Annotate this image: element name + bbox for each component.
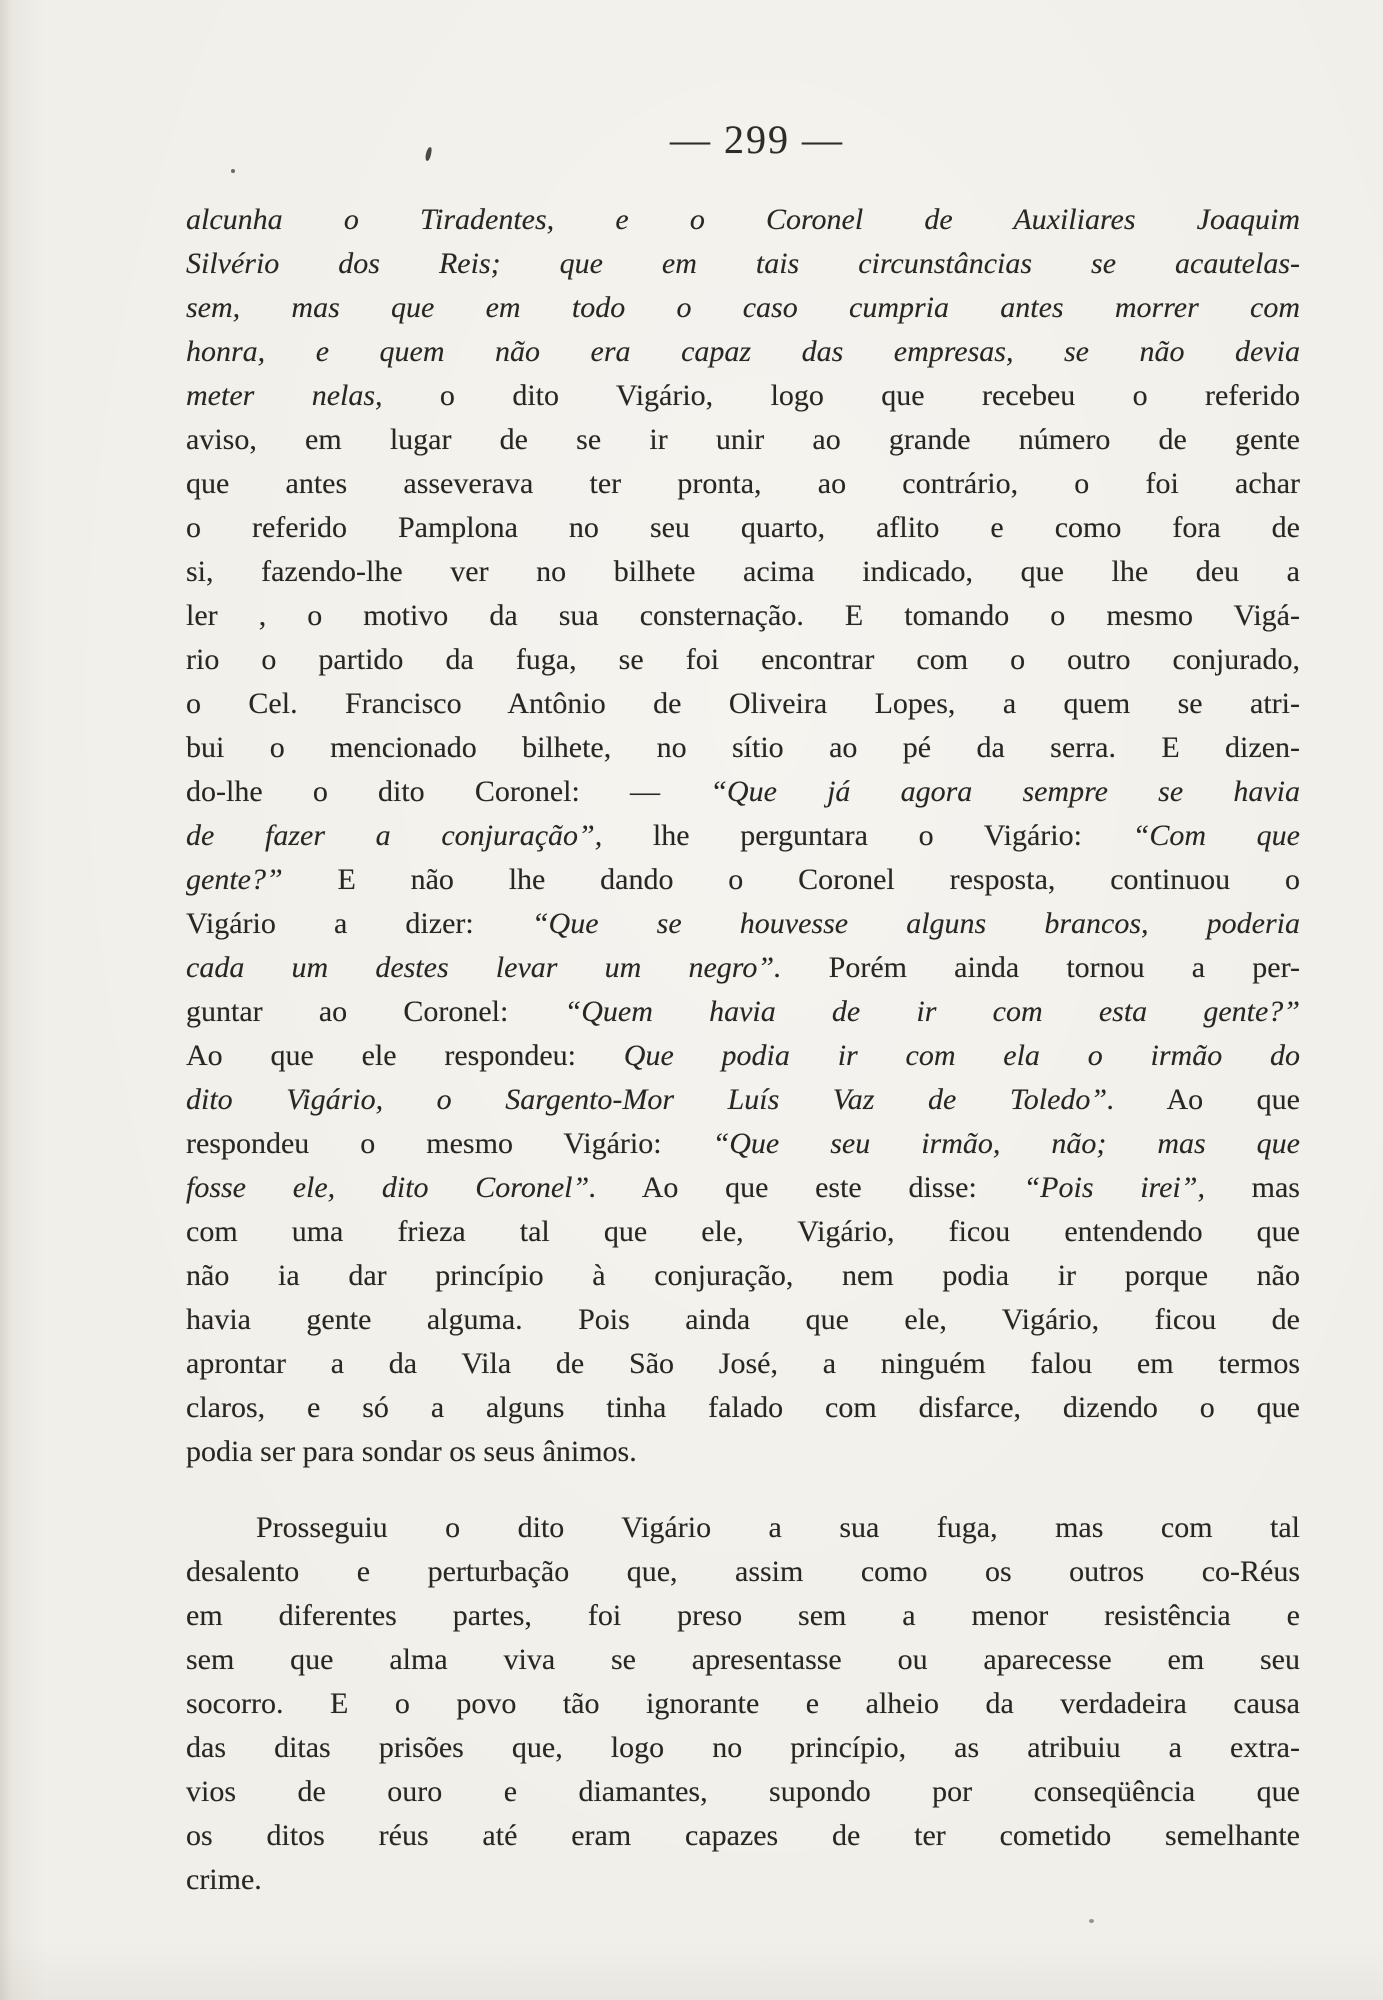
body-text: vios de ouro e diamantes, supondo por conseqüência que [186,1775,1300,1808]
text-line [186,594,1300,638]
text-line [186,638,1300,682]
paragraph [186,198,1300,1474]
quoted-italic-text: cada um destes levar um negro”. [186,951,782,984]
body-text: que antes asseverava ter pronta, ao contrário, o foi achar [186,467,1300,500]
body-text: guntar ao Coronel: [186,995,565,1028]
body-text: mas [1204,1171,1300,1204]
body-text: crime. [186,1863,262,1896]
body-text: o referido Pamplona no seu quarto, aflito e como fora de [186,511,1300,544]
text-line [186,682,1300,726]
quoted-italic-text: “Que seu irmão, não; mas que [712,1127,1300,1160]
paragraph [186,1506,1300,1902]
ink-speck [231,169,235,173]
quoted-italic-text: Silvério dos Reis; que em tais circunstâncias se acautelas- [186,247,1300,280]
body-text: lhe perguntara o Vigário: [602,819,1133,852]
text-line [186,902,1300,946]
text-line [186,1386,1300,1430]
text-line [186,1122,1300,1166]
text-line [186,770,1300,814]
body-text: o Cel. Francisco Antônio de Oliveira Lopes, a quem se atri- [186,687,1300,720]
text-line [186,1210,1300,1254]
quoted-italic-text: honra, e quem não era capaz das empresas, se não devia [186,335,1300,368]
text-line [186,1298,1300,1342]
body-text: si, fazendo-lhe ver no bilhete acima indicado, que lhe deu a [186,555,1300,588]
body-text: Porém ainda tornou a per- [781,951,1300,984]
text-line [186,374,1300,418]
text-line [186,1430,1300,1474]
quoted-italic-text: fosse ele, dito Coronel”. [186,1171,597,1204]
quoted-italic-text: Que podia ir com ela o irmão do [623,1039,1300,1072]
quoted-italic-text: meter nelas, [186,379,383,412]
body-text: aprontar a da Vila de São José, a ninguém falou em termos [186,1347,1300,1380]
page-text [186,198,1300,1902]
text-line [186,1770,1300,1814]
text-line [186,1814,1300,1858]
body-text: socorro. E o povo tão ignorante e alheio da verdadeira causa [186,1687,1300,1720]
text-line [186,1858,1300,1902]
body-text: E não lhe dando o Coronel resposta, continuou o [282,863,1300,896]
quoted-italic-text: “Que se houvesse alguns brancos, poderia [531,907,1300,940]
quoted-italic-text: de fazer a conjuração”, [186,819,603,852]
text-line [186,1682,1300,1726]
text-line [186,946,1300,990]
body-text: ler , o motivo da sua consternação. E tomando o mesmo Vigá- [186,599,1300,632]
quoted-italic-text: sem, mas que em todo o caso cumpria antes morrer com [186,291,1300,324]
text-line [186,1638,1300,1682]
body-text: aviso, em lugar de se ir unir ao grande número de gente [186,423,1300,456]
body-text: havia gente alguma. Pois ainda que ele, Vigário, ficou de [186,1303,1300,1336]
text-line [186,198,1300,242]
text-line [186,286,1300,330]
ink-speck [1089,1919,1094,1923]
body-text: podia ser para sondar os seus ânimos. [186,1435,637,1468]
text-line [186,418,1300,462]
body-text: sem que alma viva se apresentasse ou aparecesse em seu [186,1643,1300,1676]
body-text: respondeu o mesmo Vigário: [186,1127,713,1160]
quoted-italic-text: dito Vigário, o Sargento-Mor Luís Vaz de Toledo”. [186,1083,1115,1116]
body-text: das ditas prisões que, logo no princípio, as atribuiu a extra- [186,1731,1300,1764]
body-text: Vigário a dizer: [186,907,532,940]
body-text: Prosseguiu o dito Vigário a sua fuga, mas com tal [256,1511,1300,1544]
body-text: desalento e perturbação que, assim como os outros co-Réus [186,1555,1300,1588]
quoted-italic-text: “Pois irei”, [1023,1171,1205,1204]
text-line [186,1726,1300,1770]
quoted-italic-text: “Quem havia de ir com esta gente?” [564,995,1300,1028]
text-line [186,858,1300,902]
body-text: do-lhe o dito Coronel: — [186,775,711,808]
text-line [186,1506,1300,1550]
text-line [186,1166,1300,1210]
text-line [186,462,1300,506]
quoted-italic-text: “Que já agora sempre se havia [710,775,1300,808]
body-text: com uma frieza tal que ele, Vigário, ficou entendendo que [186,1215,1300,1248]
text-line [186,242,1300,286]
text-line [186,726,1300,770]
page-number: — 299 — [670,117,844,162]
body-text: Ao que [1114,1083,1300,1116]
body-text: claros, e só a alguns tinha falado com disfarce, dizendo o que [186,1391,1300,1424]
text-line [186,550,1300,594]
text-line [186,1078,1300,1122]
body-text: os ditos réus até eram capazes de ter cometido semelhante [186,1819,1300,1852]
text-line [186,330,1300,374]
text-line [186,506,1300,550]
quoted-italic-text: “Com que [1132,819,1300,852]
text-line [186,1550,1300,1594]
text-line [186,1594,1300,1638]
text-line [186,1342,1300,1386]
text-line [186,990,1300,1034]
text-line [186,1034,1300,1078]
body-text: bui o mencionado bilhete, no sítio ao pé da serra. E dizen- [186,731,1300,764]
body-text: Ao que ele respondeu: [186,1039,624,1072]
text-line [186,814,1300,858]
body-text: não ia dar princípio à conjuração, nem podia ir porque não [186,1259,1300,1292]
body-text: rio o partido da fuga, se foi encontrar com o outro conjurado, [186,643,1300,676]
quoted-italic-text: alcunha o Tiradentes, e o Coronel de Auxiliares Joaquim [186,203,1300,236]
text-line [186,1254,1300,1298]
body-text: o dito Vigário, logo que recebeu o referido [382,379,1300,412]
body-text: Ao que este disse: [596,1171,1024,1204]
quoted-italic-text: gente?” [186,863,283,896]
body-text: em diferentes partes, foi preso sem a menor resistência e [186,1599,1300,1632]
